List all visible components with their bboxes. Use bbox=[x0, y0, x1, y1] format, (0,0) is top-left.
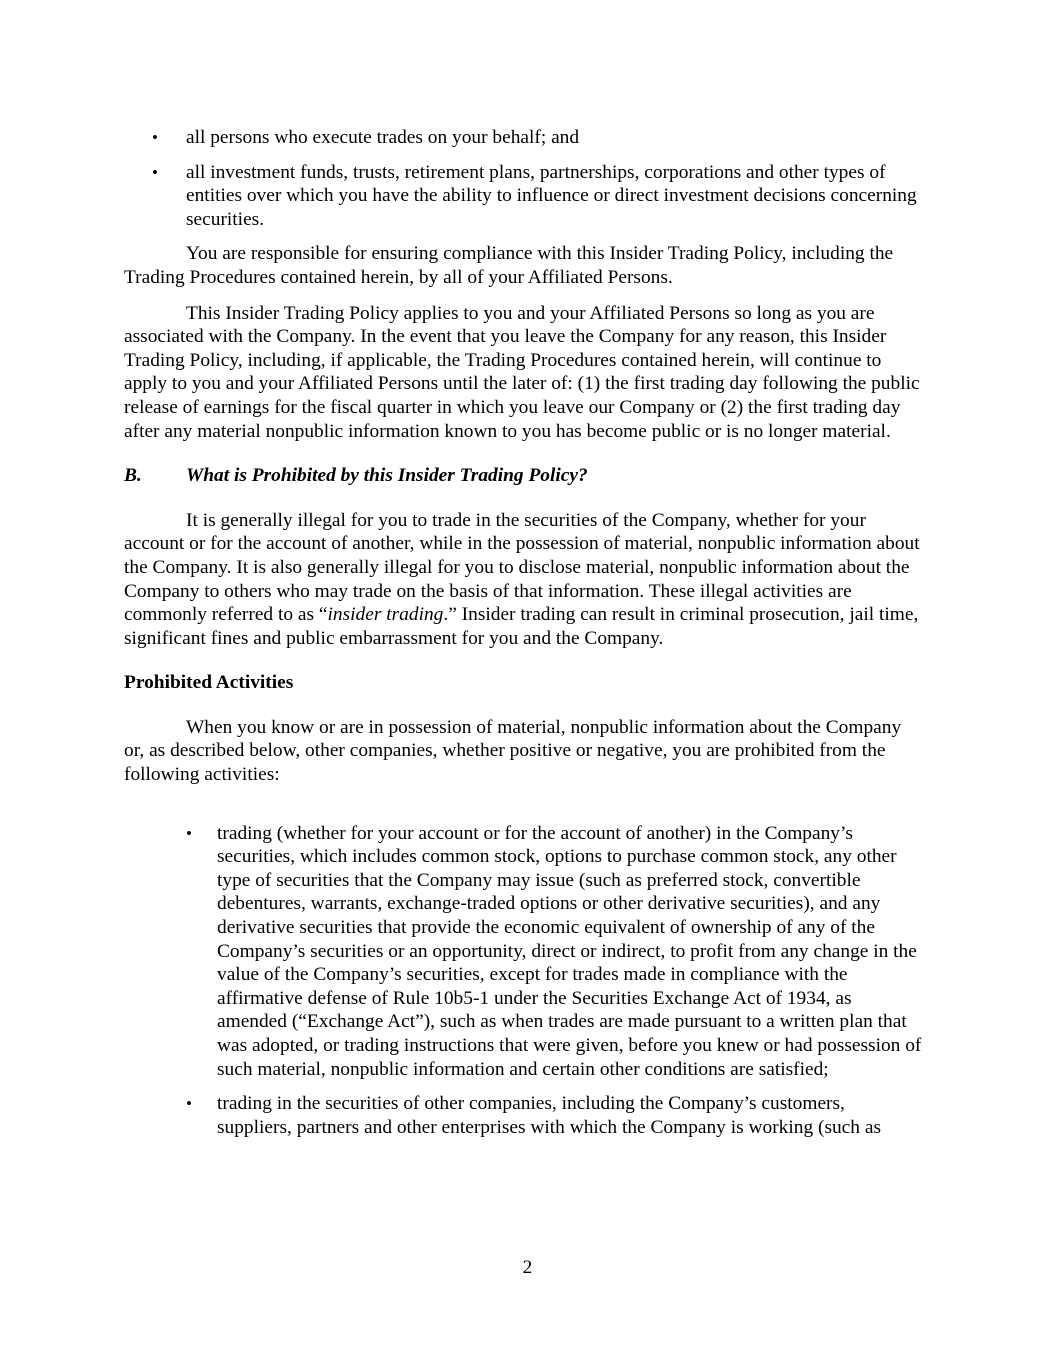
paragraph-policy-applies: This Insider Trading Policy applies to you and your Affiliated Persons so long as you are associated with the Company. In the event that you leave the Company for any reason, this Insider Trading Policy, including, if applicable, the Trading Procedures contained herein, will continue to apply to you and your Affiliated Persons until the later of: (1) the first trading day following the public release of earnings for the fiscal quarter in which you leave our Company or (2) the first trading day after any material nonpublic information known to you has become public or is no longer material. bbox=[124, 302, 920, 442]
list-item-text: trading (whether for your account or for the account of another) in the Company’s securities, which includes common stock, options to purchase common stock, any other type of securities that the Company may issue (such as preferred stock, convertible debentures, warrants, exchange-traded options or other derivative securities), and any derivative securities that provide the economic equivalent of ownership of any of the Company’s securities or an opportunity, direct or indirect, to profit from any change in the value of the Company’s securities, except for trades made in compliance with the affirmative defense of Rule 10b5-1 under the Securities Exchange Act of 1934, as amended (“Exchange Act”), such as when trades are made pursuant to a written plan that was adopted, or trading instructions that were given, before you knew or had possession of such material, nonpublic information and certain other conditions are satisfied; bbox=[217, 822, 922, 1080]
document-page bbox=[124, 126, 924, 1150]
paragraph-illegal: It is generally illegal for you to trade in the securities of the Company, whether for your account or for the account of another, while in the possession of material, nonpublic information about the Company. It is also generally illegal for you to disclose material, nonpublic information about the Company to others who may trade on the basis of that information. These illegal activities are commonly referred to as “insider trading.” Insider trading can result in criminal prosecution, jail time, significant fines and public embarrassment for you and the Company. bbox=[124, 509, 920, 649]
section-number: B. bbox=[124, 465, 142, 487]
bullet-icon: • bbox=[186, 823, 192, 843]
prohibited-activities-heading: Prohibited Activities bbox=[124, 672, 294, 694]
paragraph-when-you-know: When you know or are in possession of material, nonpublic information about the Company or, as described below, other companies, whether positive or negative, you are prohibited from the following activities: bbox=[124, 716, 902, 786]
insider-trading-term: insider trading bbox=[327, 604, 444, 626]
list-item bbox=[124, 161, 924, 232]
list-item-text: trading in the securities of other companies, including the Company’s customers, suppliers, partners and other enterprises with which the Company is working (such as bbox=[217, 1093, 881, 1138]
bullet-icon: • bbox=[186, 1094, 192, 1114]
section-heading bbox=[124, 464, 924, 488]
bullet-icon: • bbox=[152, 162, 158, 182]
paragraph-responsible: You are responsible for ensuring compliance with this Insider Trading Policy, including the Trading Procedures contained herein, by all of your Affiliated Persons. bbox=[124, 243, 894, 288]
prohibited-activities-list bbox=[124, 822, 924, 1140]
list-item bbox=[124, 126, 924, 150]
list-item-text: all investment funds, trusts, retirement plans, partnerships, corporations and other types of entities over which you have the ability to influence or direct investment decisions concerning securities. bbox=[186, 161, 917, 230]
list-item bbox=[124, 822, 924, 1082]
bullet-icon: • bbox=[152, 128, 158, 147]
section-title: What is Prohibited by this Insider Trading Policy? bbox=[186, 465, 588, 487]
list-item bbox=[124, 1092, 924, 1139]
affiliated-persons-list bbox=[124, 126, 924, 231]
list-item-text: all persons who execute trades on your behalf; and bbox=[186, 127, 580, 148]
page-number: 2 bbox=[522, 1257, 533, 1278]
